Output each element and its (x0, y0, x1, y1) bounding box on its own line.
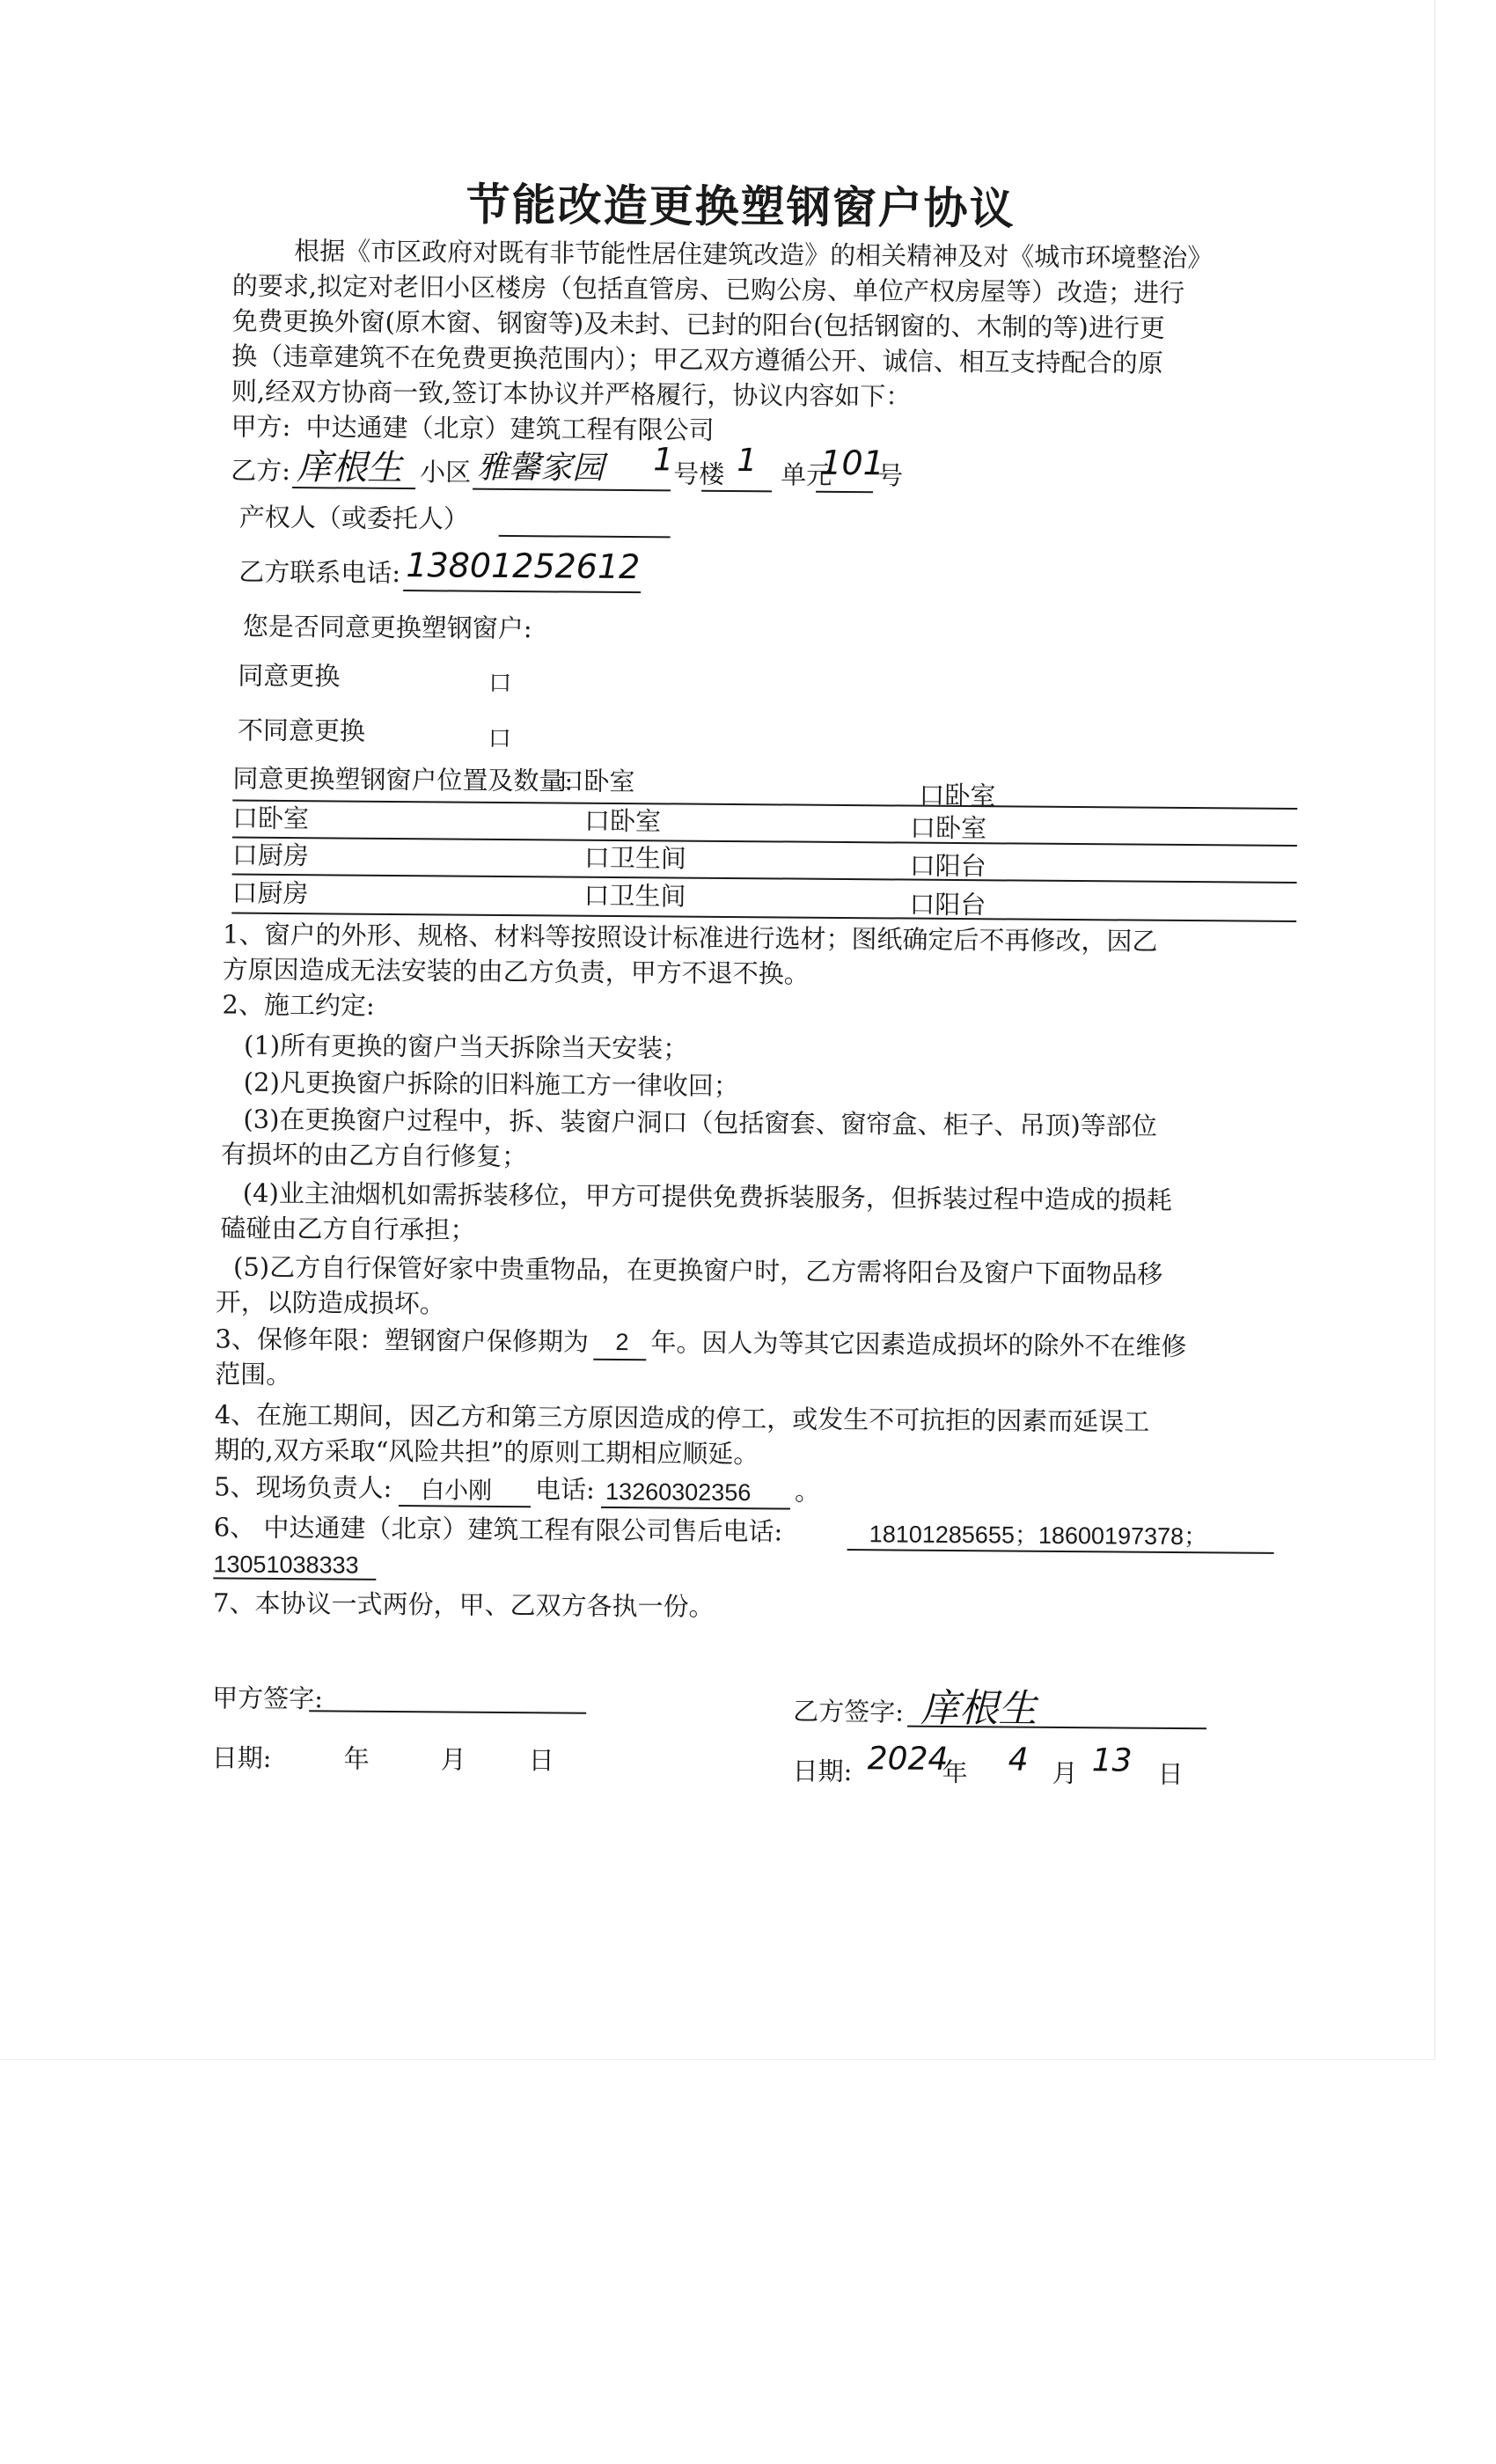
party-a-date-day: 日 (528, 1745, 554, 1776)
party-b-date-day: 日 (1157, 1758, 1184, 1790)
party-a-date-label: 日期: (211, 1742, 272, 1773)
clause-2-item-5-line-1: (5)乙方自行保管好家中贵重物品，在更换窗户时，乙方需将阳台及窗户下面物品移 (232, 1251, 1163, 1289)
owner-label: 产权人（或委托人） (238, 502, 469, 534)
clause-1-line-1: 1、窗户的外形、规格、材料等按照设计标准进行选材；图纸确定后不再修改，因乙 (222, 919, 1158, 957)
document-title: 节能改造更换塑钢窗户协议 (466, 178, 1016, 235)
party-a-label: 甲方: (231, 411, 291, 443)
warranty-underline (593, 1359, 646, 1360)
position-bathroom-2[interactable]: 口卫生间 (583, 880, 686, 912)
clause-4-line-2: 期的,双方采取“风险共担”的原则工期相应顺延。 (214, 1434, 759, 1470)
party-b-handwritten-name: 庠根生 (297, 447, 403, 489)
party-b-date-year: 年 (942, 1756, 968, 1788)
clause-3-suffix: 年。因人为等其它因素造成损坏的除外不在维修 (650, 1327, 1187, 1362)
position-bedroom-3[interactable]: 口卧室 (231, 803, 310, 834)
position-kitchen-2[interactable]: 口厨房 (231, 877, 309, 909)
clause-2-heading: 2、施工约定: (222, 989, 375, 1021)
clause-3-line-2: 范围。 (215, 1359, 292, 1390)
site-manager-name: 白小刚 (421, 1477, 493, 1504)
positions-label: 同意更换塑钢窗户位置及数量: (232, 763, 574, 796)
positions-row-line-3 (232, 874, 1297, 884)
party-a-date-year: 年 (343, 1743, 370, 1774)
clause-5-prefix: 5、现场负责人: (214, 1471, 392, 1503)
building-number: 1 (653, 442, 674, 479)
party-b-date-label: 日期: (792, 1756, 853, 1787)
option-disagree-label: 不同意更换 (237, 715, 366, 746)
consent-question: 您是否同意更换塑钢窗户: (242, 611, 532, 644)
party-b-signature: 庠根生 (920, 1685, 1038, 1732)
position-kitchen-1[interactable]: 口厨房 (231, 840, 309, 871)
agreement-document (176, 158, 1320, 1790)
position-bedroom-1[interactable]: 口卧室 (558, 766, 635, 797)
site-manager-phone-label: 电话: (535, 1474, 596, 1505)
phone-underline (403, 590, 641, 593)
community-underline (473, 488, 671, 492)
positions-row-line-2 (232, 837, 1297, 847)
phone-label: 乙方联系电话: (238, 556, 401, 589)
position-balcony-2[interactable]: 口阳台 (909, 889, 986, 920)
party-b-label: 乙方: (231, 455, 291, 487)
intro-line-3: 免费更换外窗(原木窗、钢窗等)及未封、已封的阳台(包括钢窗的、木制的等)进行更 (231, 305, 1165, 343)
clause-2-item-2: (2)凡更换窗户拆除的旧料施工方一律收回； (243, 1067, 739, 1102)
position-bedroom-2[interactable]: 口卧室 (919, 780, 996, 811)
position-balcony-1[interactable]: 口阳台 (909, 850, 986, 882)
clause-2-item-3-line-1: (3)在更换窗户过程中，拆、装窗户洞口（包括窗套、窗帘盒、柜子、吊顶)等部位 (243, 1104, 1157, 1141)
position-bathroom-1[interactable]: 口卫生间 (583, 842, 686, 874)
clause-2-item-5-line-2: 开，以防造成损坏。 (215, 1287, 445, 1319)
site-manager-phone: 13260302356 (605, 1478, 752, 1507)
phone-handwritten: 13801252612 (406, 546, 641, 587)
unit-underline (701, 490, 772, 493)
party-b-date-year-value: 2024 (867, 1741, 949, 1778)
party-b-date-month-value: 4 (1008, 1742, 1029, 1778)
option-agree-label: 同意更换 (238, 660, 341, 692)
clause-2-item-1: (1)所有更换的窗户当天拆除当天安装； (243, 1030, 689, 1064)
option-disagree-checkbox[interactable]: 口 (488, 725, 511, 753)
clause-5-end: 。 (794, 1476, 821, 1507)
unit-number: 1 (737, 443, 758, 480)
intro-line-1: 根据《市区政府对既有非节能性居住建筑改造》的相关精神及对《城市环境整治》 (294, 236, 1214, 274)
clause-2-item-4-line-2: 磕碰由乙方自行承担； (220, 1213, 476, 1245)
site-manager-underline (399, 1505, 531, 1507)
unit-label: 单元 (781, 459, 832, 490)
party-a-signature-line[interactable] (309, 1710, 586, 1713)
room-label: 号 (877, 460, 904, 491)
party-b-signature-label: 乙方签字: (793, 1696, 905, 1727)
party-a-signature-label: 甲方签字: (212, 1683, 324, 1714)
party-a-name: 中达通建（北京）建筑工程有限公司 (305, 412, 715, 445)
site-manager-phone-underline (601, 1507, 790, 1510)
clause-4-line-1: 4、在施工期间，因乙方和第三方原因造成的停工，或发生不可抗拒的因素而延误工 (214, 1399, 1150, 1437)
after-sales-phone-2: 13051038333 (213, 1551, 359, 1579)
warranty-years: 2 (615, 1328, 629, 1356)
position-bedroom-5[interactable]: 口卧室 (909, 812, 987, 844)
clause-1-line-2: 方原因造成无法安装的由乙方负责，甲方不退不换。 (222, 954, 810, 989)
positions-row-line-1 (232, 800, 1297, 810)
intro-line-4: 换（违章建筑不在免费更换范围内）；甲乙双方遵循公开、诚信、相互支持配合的原 (231, 341, 1163, 378)
clause-6-prefix: 6、 中达通建（北京）建筑工程有限公司售后电话: (213, 1512, 783, 1547)
clause-2-item-3-line-2: 有损坏的由乙方自行修复； (220, 1139, 528, 1172)
room-underline (816, 491, 873, 494)
clause-3-prefix: 3、保修年限：塑钢窗户保修期为 (215, 1324, 590, 1357)
party-b-date-month: 月 (1052, 1757, 1078, 1789)
position-bedroom-4[interactable]: 口卧室 (583, 805, 662, 837)
building-label: 号楼 (673, 458, 725, 489)
party-b-date-day-value: 13 (1091, 1742, 1133, 1779)
intro-line-2: 的要求,拟定对老旧小区楼房（包括直管房、已购公房、单位产权房屋等）改造；进行 (231, 270, 1185, 309)
room-number: 101 (820, 443, 885, 483)
owner-underline (499, 535, 671, 539)
party-a-date-month: 月 (440, 1744, 466, 1775)
community-label: 小区 (420, 457, 472, 488)
clause-7: 7、本协议一式两份，甲、乙双方各执一份。 (212, 1588, 715, 1622)
community-handwritten: 雅馨家园 (477, 449, 605, 487)
option-agree-checkbox[interactable]: 口 (488, 670, 512, 698)
intro-line-5: 则,经双方协商一致,签订本协议并严格履行，协议内容如下： (231, 376, 912, 412)
after-sales-phones: 18101285655；18600197378； (869, 1521, 1208, 1551)
clause-2-item-4-line-1: (4)业主油烟机如需拆装移位，甲方可提供免费拆装服务，但拆装过程中造成的损耗 (242, 1177, 1172, 1215)
